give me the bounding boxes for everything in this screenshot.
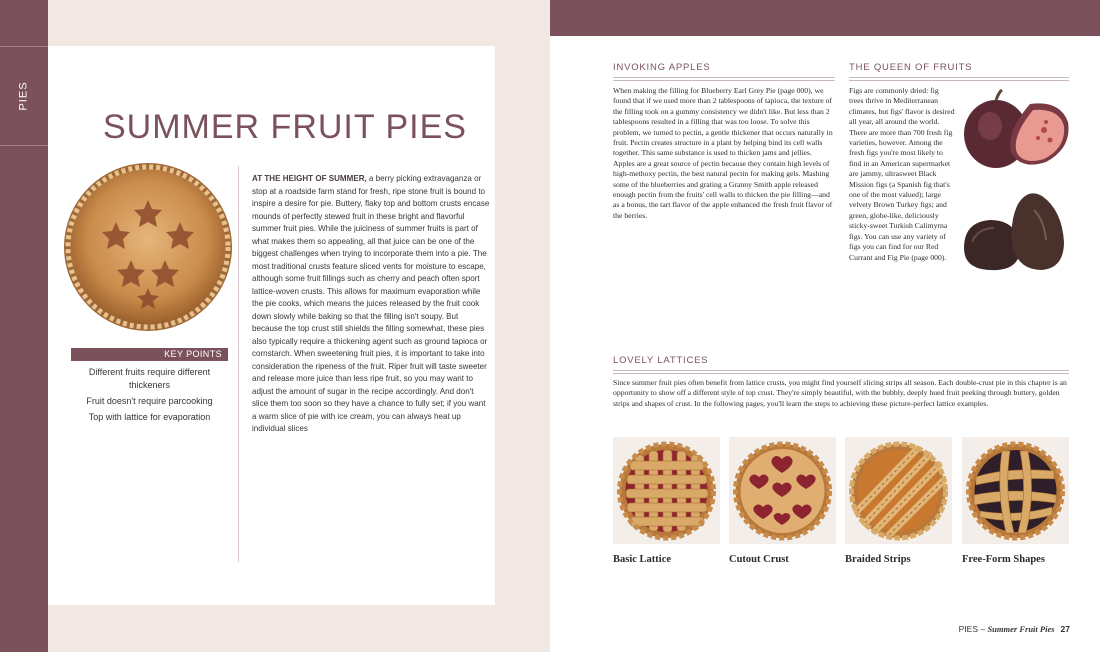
chapter-title: SUMMER FRUIT PIES [103,108,467,146]
figs-body: Figs are commonly dried: fig trees thrive in Mediterranean climates, but figs' flavor is desired all year, all around the world. There are more than 700 fresh fig varieties, however. Among the fresh figs you're most likely to find in an American supermarket are jammy, ultrasweet Black Mission figs (a Spanish fig that's one of the most valued); large velvety Brown Turkey figs; and green, globe-like, deliciously sticky-sweet Turkish Calimyrna figs. You can use any variety of figs you can find for our Red Currant and Fig Pie (page 000). [849,86,955,262]
lattices-heading: LOVELY LATTICES [613,355,709,366]
apples-body: When making the filling for Blueberry Earl Grey Pie (page 000), we found that if we used more than 2 tablespoons of tapioca, the texture of the filling took on a gummy consistency we didn't like. But less than 2 tablespoons resulted in a filling that was too loose. To solve this problem, we turned to pectin, a gentle thickener that occurs naturally in fruit. Pectin creates structure in a plant by helping bind its cell walls together. This same substance is used to thicken jams and jellies. Apples are a great source of pectin because they contain high levels of high-methoxy pectin, the best natural pectin for making gels. Mashing some of the blueberries and grating a Granny Smith apple released enough pectin from the fruits' cell walls to thicken the pie filling—and as a bonus, the tart flavor of the apple enhanced the fresh fruit flavor of the berries. [613,86,833,220]
basic-lattice-image [613,437,720,544]
cutout-crust-image [729,437,836,544]
key-point: Fruit doesn't require parcooking [86,396,213,406]
lattice-caption: Free-Form Shapes [962,554,1045,565]
apples-rule-2 [613,80,835,81]
intro-body: a berry picking extravaganza or stop at a roadside farm stand for fresh, ripe stone fruit is bound to inspire a desire for pie. Buttery, flaky top and bottom crusts encase mounds of perfectly stewed fruit in these bright and flavorful summer fruit pies. While the juiciness of summer fruits is part of what makes them so appealing, all that juice can be one of the biggest challenges when trying to incorporate them into a pie. The most traditional crusts feature sliced vents for moisture to escape, although some fruit fillings such as cherry and peach often sport lattice-woven crusts. This allows for maximum evaporation while the pie cooks, which means the juices released by the fruit cook down slowly while baking so that the filling isn't soupy. But because the top crust still shields the filling somewhat, these pies also typically require a thickening agent such as ground tapioca or cornstarch. When sweetening fruit pies, it is important to take into consideration the ripeness of the fruit. Riper fruit will taste sweeter and release more juice than less ripe fruit, so you may want to adjust the amount of sugar in the recipe accordingly. And don't slice them too soon so they have a chance to fully set; if you want a warm slice of pie with ice cream, you can always heat up individual slices [252,174,490,433]
lattices-rule [613,370,1069,371]
fresh-figs-image [960,86,1070,172]
figs-heading: THE QUEEN OF FRUITS [849,62,973,73]
figs-rule [849,77,1069,78]
section-tab [0,46,48,146]
apples-heading: INVOKING APPLES [613,62,711,73]
key-point: Top with lattice for evaporation [88,412,211,422]
lattices-rule-2 [613,373,1069,374]
braided-strips-image [845,437,952,544]
lattice-caption: Braided Strips [845,554,911,565]
right-top-band [550,0,1100,36]
key-points-list [71,366,228,427]
free-form-shapes-image [962,437,1069,544]
footer-section: PIES [958,624,978,634]
hero-pie-image [61,160,235,334]
page-footer [959,624,1070,634]
intro-lead: AT THE HEIGHT OF SUMMER, [252,174,367,183]
figs-rule-2 [849,80,1069,81]
footer-chapter: Summer Fruit Pies [987,624,1055,634]
intro-paragraph [252,173,490,436]
apples-rule [613,77,835,78]
left-top-stripe [48,0,550,46]
footer-separator: – [978,624,988,634]
lattice-caption: Cutout Crust [729,554,789,565]
page-number: 27 [1060,624,1070,634]
column-divider [238,166,239,562]
key-point: Different fruits require different thickeners [88,367,211,390]
key-points-heading: KEY POINTS [71,348,228,361]
dried-figs-image [958,188,1070,274]
section-tab-label: PIES [17,81,30,111]
lattices-body: Since summer fruit pies often benefit from lattice crusts, you might find yourself slicing strips all season. Each double-crust pie in this chapter is an opportunity to show off a different style of top crust. They're simply beautiful, with the bubbly, deeply hued fruit peeking through buttery, golden strips and shapes of crust. In the following pages, you'll learn the steps to achieving these picture-perfect lattice examples. [613,378,1067,408]
lattice-caption: Basic Lattice [613,554,672,565]
